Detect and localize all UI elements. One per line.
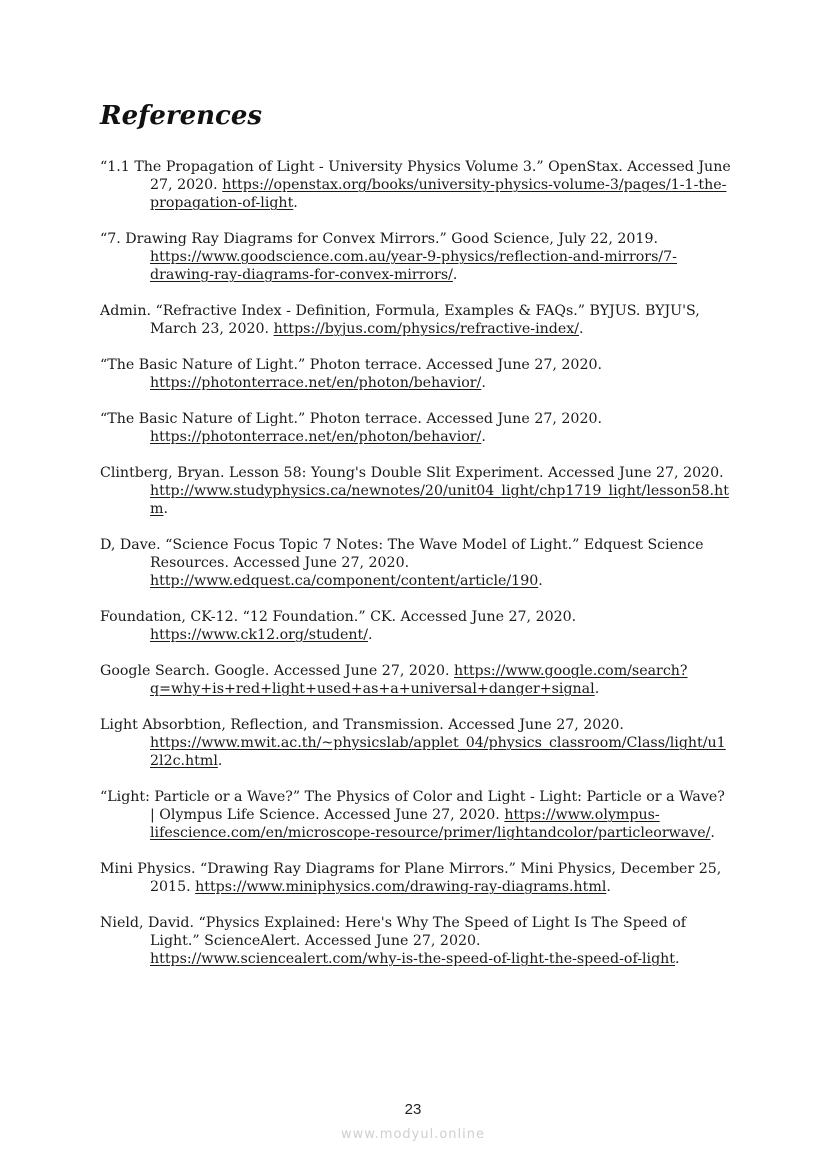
reference-item <box>100 410 732 446</box>
reference-item <box>100 356 732 392</box>
reference-text: Mini Physics. “Drawing Ray Diagrams for Plane Mirrors.” Mini Physics, December 25, 2015. <box>100 861 722 895</box>
reference-item <box>100 158 732 212</box>
reference-end-punct: . <box>675 951 680 967</box>
reference-text: “The Basic Nature of Light.” Photon terrace. Accessed June 27, 2020. <box>100 411 603 427</box>
reference-text: D, Dave. “Science Focus Topic 7 Notes: The Wave Model of Light.” Edquest Science Resources. Accessed June 27, 2020. <box>100 537 704 571</box>
reference-link[interactable]: https://byjus.com/physics/refractive-index/ <box>273 321 580 337</box>
reference-item <box>100 464 732 518</box>
reference-link[interactable]: https://openstax.org/books/university-physics-volume-3/pages/1-1-the-propagation-of-light <box>150 177 727 211</box>
reference-item <box>100 230 732 284</box>
reference-link[interactable]: https://www.ck12.org/student/ <box>150 627 369 643</box>
reference-text: Light Absorbtion, Reflection, and Transmission. Accessed June 27, 2020. <box>100 717 624 733</box>
reference-end-punct: . <box>481 375 486 391</box>
reference-item <box>100 608 732 644</box>
reference-item <box>100 860 732 896</box>
reference-list <box>100 158 732 968</box>
reference-end-punct: . <box>710 825 715 841</box>
reference-end-punct: . <box>606 879 611 895</box>
reference-end-punct: . <box>579 321 584 337</box>
reference-end-punct: . <box>538 573 543 589</box>
reference-item <box>100 302 732 338</box>
reference-end-punct: . <box>293 195 298 211</box>
reference-end-punct: . <box>481 429 486 445</box>
reference-text: “1.1 The Propagation of Light - University Physics Volume 3.” OpenStax. Accessed June 27, 2020. <box>100 159 731 193</box>
reference-item <box>100 788 732 842</box>
reference-end-punct: . <box>217 753 223 769</box>
reference-link[interactable]: https://www.mwit.ac.th/~physicslab/applet_04/physics_classroom/Class/light/u12l2c.html <box>150 735 726 769</box>
reference-text: Foundation, CK-12. “12 Foundation.” CK. Accessed June 27, 2020. <box>100 609 577 625</box>
reference-text: Admin. “Refractive Index - Definition, Formula, Examples & FAQs.” BYJUS. BYJU'S, March 23, 2020. <box>100 303 700 337</box>
reference-link[interactable]: https://www.google.com/search?q=why+is+red+light+used+as+a+universal+danger+signal <box>150 663 688 697</box>
reference-link[interactable]: https://photonterrace.net/en/photon/behavior/ <box>150 429 482 445</box>
reference-item <box>100 716 732 770</box>
watermark: www.modyul.online <box>340 1127 486 1142</box>
reference-text: Clintberg, Bryan. Lesson 58: Young's Double Slit Experiment. Accessed June 27, 2020. <box>100 465 724 481</box>
reference-link[interactable]: https://www.goodscience.com.au/year-9-physics/reflection-and-mirrors/7-drawing-ray-diagrams-for-convex-mirrors/ <box>150 249 677 283</box>
page-title: References <box>100 101 263 131</box>
references-page <box>100 96 732 986</box>
reference-item <box>100 914 732 968</box>
page-number: 23 <box>404 1101 422 1118</box>
reference-text: Google Search. Google. Accessed June 27, 2020. <box>100 663 455 679</box>
reference-text: Nield, David. “Physics Explained: Here's Why The Speed of Light Is The Speed of Light.” ScienceAlert. Accessed June 27, 2020. <box>100 915 687 949</box>
reference-link[interactable]: http://www.edquest.ca/component/content/article/190 <box>150 573 539 589</box>
reference-link[interactable]: https://www.miniphysics.com/drawing-ray-diagrams.html <box>195 879 607 895</box>
reference-end-punct: . <box>452 267 458 283</box>
reference-link[interactable]: https://photonterrace.net/en/photon/behavior/ <box>150 375 482 391</box>
reference-text: “7. Drawing Ray Diagrams for Convex Mirrors.” Good Science, July 22, 2019. <box>100 231 658 247</box>
reference-link[interactable]: https://www.olympus-lifescience.com/en/microscope-resource/primer/lightandcolor/particleorwave/ <box>150 807 711 841</box>
reference-link[interactable]: https://www.sciencealert.com/why-is-the-speed-of-light-the-speed-of-light <box>150 951 676 967</box>
reference-end-punct: . <box>368 627 373 643</box>
reference-end-punct: . <box>594 681 600 697</box>
reference-item <box>100 536 732 590</box>
reference-end-punct: . <box>163 501 168 517</box>
reference-link[interactable]: http://www.studyphysics.ca/newnotes/20/unit04_light/chp1719_light/lesson58.htm <box>150 483 729 517</box>
reference-text: “The Basic Nature of Light.” Photon terrace. Accessed June 27, 2020. <box>100 357 603 373</box>
reference-item <box>100 662 732 698</box>
reference-text: “Light: Particle or a Wave?” The Physics of Color and Light - Light: Particle or a Wave? | Olympus Life Science. Accessed June 27, 2020. <box>100 789 725 823</box>
